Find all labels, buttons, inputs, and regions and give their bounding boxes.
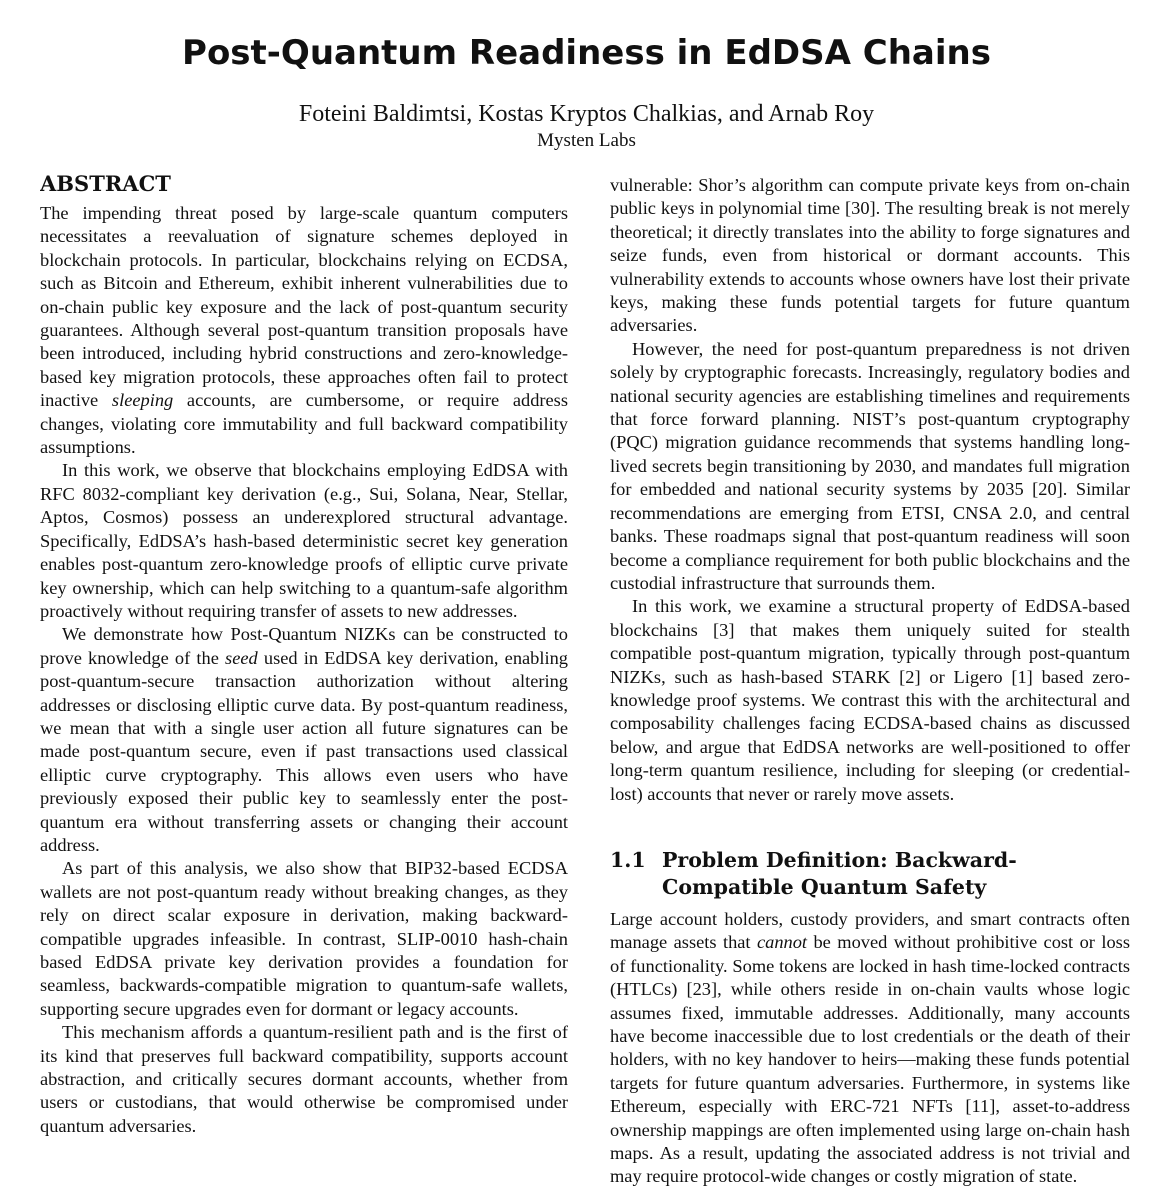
intro-paragraph-1: vulnerable: Shor’s algorithm can compute private keys from on-chain public keys in polynomial time [30]. The resulting break is not merely theoretical; it directly translates into the ability to forge signatures and seize funds, even from historical or dormant accounts. This vulnerability extends to accounts whose owners have lost their private keys, making these funds potential targets for future quantum adversaries. [610,175,1130,336]
intro-paragraph-2: However, the need for post-quantum preparedness is not driven solely by cryptographic forecasts. Increasingly, regulatory bodies and national security agencies are establishing timelines and requirements that force forward planning. NIST’s post-quantum cryptography (PQC) migration guidance recommends that systems handling long-lived secrets begin transitioning by 2030, and mandates full migration for embedded and national security systems by 2035 [20]. Similar recommendations are emerging from ETSI, CNSA 2.0, and central banks. These roadmaps signal that post-quantum readiness will soon become a compliance requirement for both public blockchains and the custodial infrastructure that surrounds them. [610,338,1130,593]
section-heading [610,847,1130,901]
abstract-paragraph-3 [40,623,568,857]
section-number: 1.1 [610,847,646,872]
left-column [40,168,568,1200]
text-run: be moved without prohibitive cost or loss of functionality. Some tokens are locked in hash time-locked contracts (HTLCs) [23], while others reside in on-chain vaults whose logic assumes fixed, immutable addresses. Additionally, many accounts have become inaccessible due to lost credentials or the death of their holders, with no key handover to heirs—making these funds potential targets for future quantum adversaries. Furthermore, in systems like Ethereum, especially with ERC-721 NFTs [11], asset-to-address ownership mappings are often implemented using large on-chain hash maps. As a result, updating the associated address is not trivial and may require protocol-wide changes or costly migration of state. [610,932,1130,1187]
abstract-paragraph-1 [40,202,568,459]
section-title: Problem Definition: Backward-Compatible Quantum Safety [662,847,1017,899]
abstract-paragraph-2: In this work, we observe that blockchains employing EdDSA with RFC 8032-compliant key derivation (e.g., Sui, Solana, Near, Stellar, Aptos, Cosmos) possess an underexplored structural advantage. Specifically, EdDSA’s hash-based deterministic secret key generation enables post-quantum zero-knowledge proofs of elliptic curve private key ownership, which can help switching to a quantum-safe algorithm proactively without requiring transfer of assets to new addresses. [40,460,568,621]
abstract-heading: ABSTRACT [40,171,171,196]
text-run: used in EdDSA key derivation, enabling post-quantum-secure transaction authorization without altering addresses or disclosing elliptic curve data. By post-quantum readiness, we mean that with a single user action all future signatures can be made post-quantum secure, even if past transactions used classical elliptic curve cryptography. This allows even users who have previously exposed their public key to seamlessly enter the post-quantum era without transferring assets or changing their account address. [40,647,568,855]
right-column [610,174,1130,1200]
section-paragraph-1 [610,908,1130,1189]
emphasis: seed [225,647,258,668]
author-list: Foteini Baldimtsi, Kostas Kryptos Chalkias, and Arnab Roy [298,101,875,127]
text-run: The impending threat posed by large-scale quantum computers necessitates a reevaluation of signature schemes deployed in blockchain protocols. In particular, blockchains relying on ECDSA, such as Bitcoin and Ethereum, exhibit inherent vulnerabilities due to on-chain public key exposure and the lack of post-quantum security guarantees. Although several post-quantum transition proposals have been introduced, including hybrid constructions and zero-knowledge-based key migration protocols, these approaches often fail to protect inactive [40,203,568,411]
text-run: Large account holders, custody providers, and smart contracts often manage assets that [610,908,1130,953]
text-run: accounts, are cumbersome, or require address changes, violating core immutability and full backward compatibility assumptions. [40,390,568,458]
text-run: We demonstrate how Post-Quantum NIZKs can be constructed to prove knowledge of the [40,624,568,668]
abstract-paragraph-4: As part of this analysis, we also show that BIP32-based ECDSA wallets are not post-quantum ready without breaking changes, as they rely on direct scalar exposure in derivation, making backward-compatible upgrades infeasible. In contrast, SLIP-0010 hash-chain based EdDSA private key derivation provides a foundation for seamless, backwards-compatible migration to quantum-safe wallets, supporting secure upgrades even for dormant or legacy accounts. [40,858,568,1019]
emphasis: cannot [756,932,808,953]
intro-paragraph-3: In this work, we examine a structural property of EdDSA-based blockchains [3] that makes them uniquely suited for stealth compatible post-quantum migration, typically through post-quantum NIZKs, such as hash-based STARK [2] or Ligero [1] based zero-knowledge proof systems. We contrast this with the architectural and composability challenges facing ECDSA-based chains as discussed below, and argue that EdDSA networks are well-positioned to offer long-term quantum resilience, including for sleeping (or credential-lost) accounts that never or rarely move assets. [610,596,1130,804]
paper-title: Post-Quantum Readiness in EdDSA Chains [182,33,991,73]
emphasis: sleeping [111,390,174,411]
affiliation: Mysten Labs [537,130,636,151]
abstract-paragraph-5: This mechanism affords a quantum-resilient path and is the first of its kind that preserves full backward compatibility, supports account abstraction, and critically secures dormant accounts, whether from users or custodians, that would otherwise be compromised under quantum adversaries. [40,1022,568,1136]
